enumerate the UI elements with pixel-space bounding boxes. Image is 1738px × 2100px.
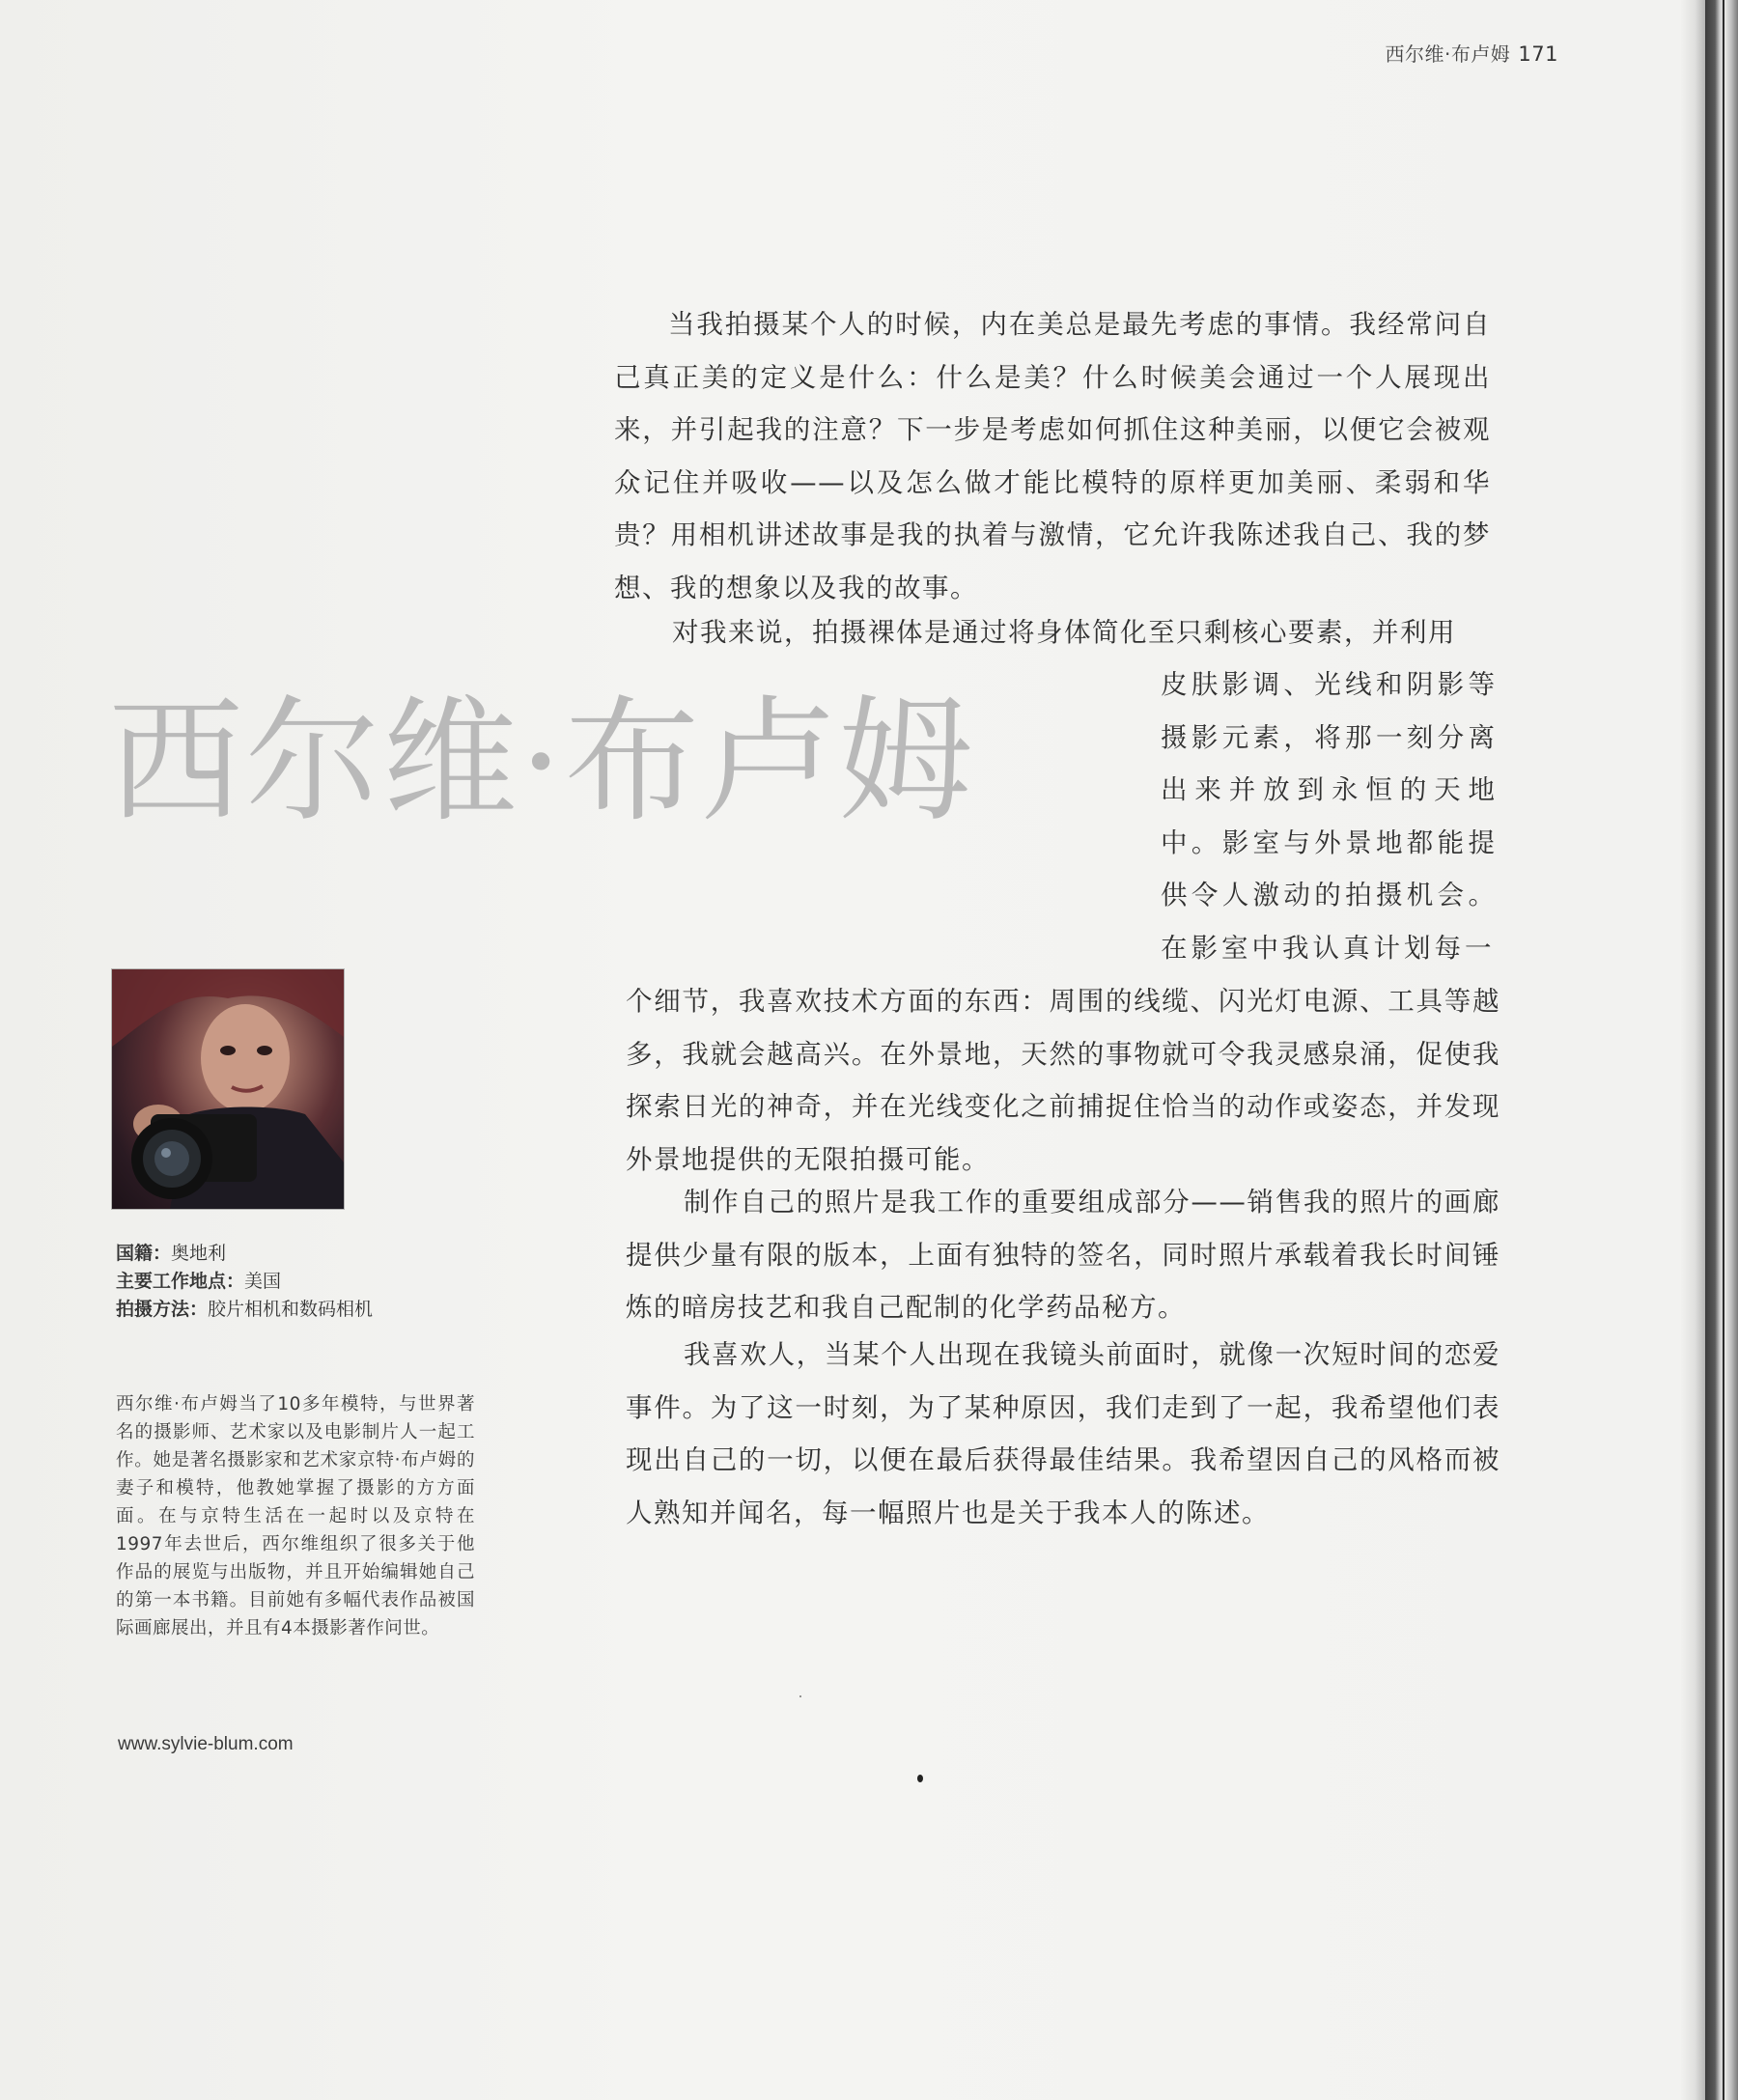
portrait-photo (112, 969, 344, 1209)
location-value: 美国 (244, 1271, 282, 1292)
scan-speck (799, 1695, 801, 1697)
profile-facts (116, 1240, 463, 1324)
nationality-label: 国籍： (116, 1243, 172, 1264)
nationality-value: 奥地利 (171, 1243, 227, 1264)
photographer-name-title: 西尔维·布卢姆 (108, 684, 976, 841)
running-head (1386, 39, 1558, 67)
running-head-author: 西尔维·布卢姆 (1385, 42, 1511, 66)
location-row (116, 1268, 463, 1296)
nationality-row (116, 1240, 463, 1268)
method-row (116, 1296, 463, 1324)
website-link[interactable]: www.sylvie-blum.com (118, 1734, 294, 1754)
method-label: 拍摄方法： (116, 1299, 209, 1320)
body-paragraph-1: 当我拍摄某个人的时候，内在美总是最先考虑的事情。我经常问自己真正美的定义是什么：什么是美？什么时候美会通过一个人展现出来，并引起我的注意？下一步是考虑如何抓住这种美丽，以便它会被观众记住并吸收——以及怎么做才能比模特的原样更加美丽、柔弱和华贵？用相机讲述故事是我的执着与激情，它允许我陈述我自己、我的梦想、我的想象以及我的故事。 (614, 309, 1491, 603)
body-paragraph-2-first-line: 对我来说，拍摄裸体是通过将身体简化至只剩核心要素，并利用 (672, 617, 1456, 648)
biography-text: 西尔维·布卢姆当了10多年模特，与世界著名的摄影师、艺术家以及电影制片人一起工作。她是著名摄影家和艺术家京特·布卢姆的妻子和模特，他教她掌握了摄影的方方面面。在与京特生活在一起时以及京特在1997年去世后，西尔维组织了很多关于他作品的展览与出版物，并且开始编辑她自己的第一本书籍。目前她有多幅代表作品被国际画廊展出，并且有4本摄影著作问世。 (116, 1394, 475, 1638)
scan-border-strip (1705, 0, 1738, 2100)
scan-speck (917, 1775, 923, 1782)
page-edge-shadow (1680, 0, 1705, 2100)
portrait-camera-illustration (112, 969, 344, 1209)
location-label: 主要工作地点： (116, 1271, 245, 1292)
scan-border-line (1723, 0, 1724, 2100)
method-value: 胶片相机和数码相机 (208, 1299, 374, 1320)
body-paragraph-3: 制作自己的照片是我工作的重要组成部分——销售我的照片的画廊提供少量有限的版本，上面有独特的签名，同时照片承载着我长时间锤炼的暗房技艺和我自己配制的化学药品秘方。 (626, 1187, 1500, 1323)
body-paragraph-2-continued: 个细节，我喜欢技术方面的东西：周围的线缆、闪光灯电源、工具等越多，我就会越高兴。在外景地，天然的事物就可令我灵感泉涌，促使我探索日光的神奇，并在光线变化之前捕捉住恰当的动作或姿态，并发现外景地提供的无限拍摄可能。 (626, 986, 1500, 1175)
page-number: 171 (1518, 42, 1558, 66)
body-paragraph-2-wrapped-column: 皮肤影调、光线和阴影等摄影元素，将那一刻分离出来并放到永恒的天地中。影室与外景地都能提供令人激动的拍摄机会。在影室中我认真计划每一 (1161, 669, 1499, 964)
body-paragraph-4: 我喜欢人，当某个人出现在我镜头前面时，就像一次短时间的恋爱事件。为了这一时刻，为了某种原因，我们走到了一起，我希望他们表现出自己的一切，以便在最后获得最佳结果。我希望因自己的风格而被人熟知并闻名，每一幅照片也是关于我本人的陈述。 (626, 1339, 1500, 1528)
